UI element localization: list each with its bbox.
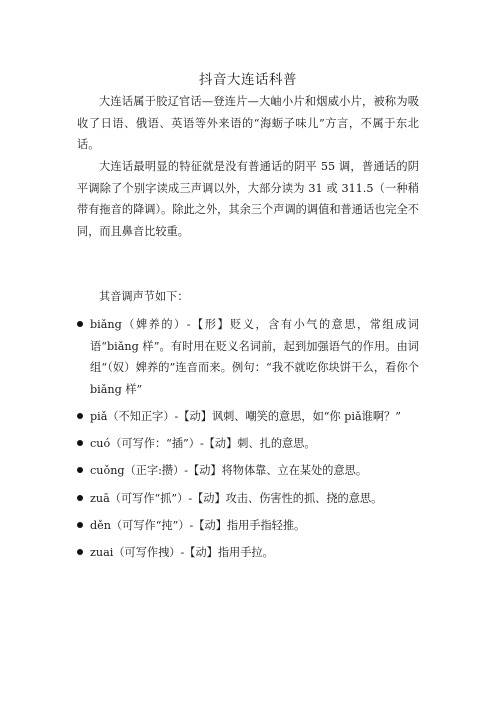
list-item — [77, 488, 419, 510]
list-item-text: biǎng（婢养的）-【形】贬义，含有小气的意思，常组成词语“biǎng 样”。有时用在贬义名词前，起到加强语气的作用。由词组“（奴）婢养的”连音而来。例句：“我不就吃你块饼干么，看你个 biǎng 样” — [90, 318, 419, 396]
bullet-dot-icon — [77, 467, 83, 473]
list-intro-paragraph: 其音调声节如下： — [99, 290, 189, 303]
list-item-text: zuā（可写作“抓”）-【动】攻击、伤害性的抓、挠的意思。 — [90, 491, 383, 505]
list-item-text: cuó（可写作：“插”）-【动】刺、扎的意思。 — [90, 437, 316, 451]
list-item — [77, 460, 419, 482]
bullet-dot-icon — [77, 413, 83, 419]
list-item — [77, 515, 419, 537]
list-item-text: cuǒng（正字:攒）-【动】将物体靠、立在某处的意思。 — [90, 464, 368, 478]
list-item-text: zuai（可写作拽）-【动】指用手拉。 — [90, 545, 274, 559]
list-item-text: piǎ（不知正字）-【动】讽刺、嘲笑的意思，如“你 piǎ谁啊？” — [90, 409, 401, 423]
list-item — [77, 542, 419, 564]
intro-paragraph: 大连话属于胶辽官话—登连片—大岫小片和烟威小片，被称为吸收了日语、俄语、英语等外来语的“海蛎子味儿”方言，不属于东北话。 — [77, 95, 419, 152]
list-item — [77, 433, 419, 455]
list-item-text: děn（可写作“扽”）-【动】指用手指轻推。 — [90, 518, 306, 532]
document-title: 抖音大连话科普 — [199, 72, 297, 88]
vocabulary-list — [77, 314, 419, 569]
bullet-dot-icon — [77, 495, 83, 501]
bullet-dot-icon — [77, 522, 83, 528]
tone-paragraph: 大连话最明显的特征就是没有普通话的阴平 55 调，普通话的阴平调除了个别字读成三声调以外，大部分读为 31 或 311.5（一种稍带有拖音的降调）。除此之外，其余三个声调的调值和普通话也完全不同，而且鼻音比较重。 — [77, 160, 419, 238]
list-item — [77, 406, 419, 428]
bullet-dot-icon — [77, 440, 83, 446]
bullet-dot-icon — [77, 321, 83, 327]
bullet-dot-icon — [77, 549, 83, 555]
list-item — [77, 314, 419, 400]
